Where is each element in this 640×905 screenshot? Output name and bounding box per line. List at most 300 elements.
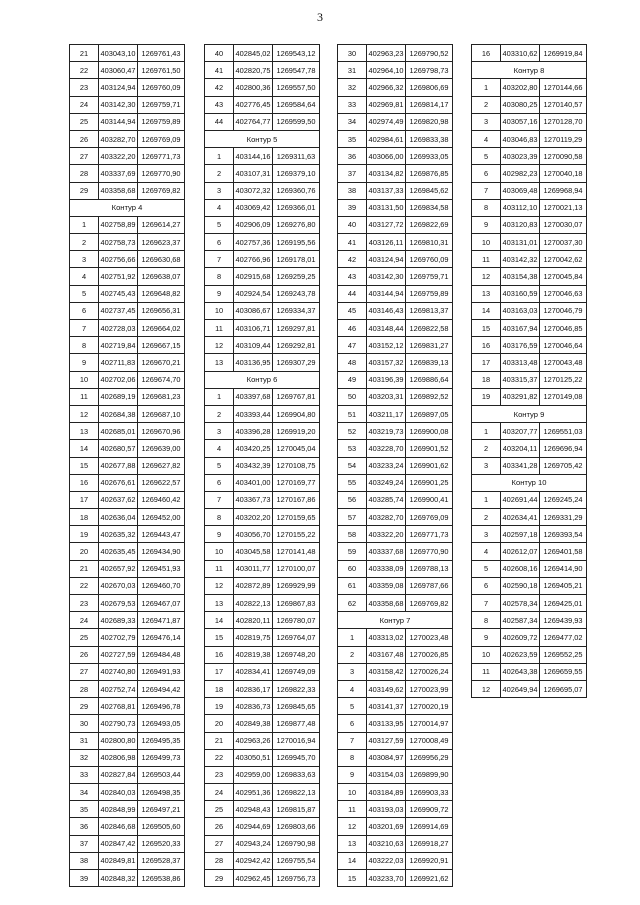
x-coordinate: 402758,73 [99, 234, 138, 251]
point-number: 34 [338, 113, 367, 130]
point-number: 28 [205, 852, 234, 869]
x-coordinate: 403313,02 [367, 629, 406, 646]
y-coordinate: 1269705,42 [540, 457, 587, 474]
x-coordinate: 403322,20 [99, 148, 138, 165]
table-row [205, 45, 320, 62]
x-coordinate: 402684,38 [99, 405, 138, 422]
y-coordinate: 1270014,97 [406, 715, 453, 732]
table-row [70, 302, 185, 319]
point-number: 2 [472, 96, 501, 113]
table-row [338, 268, 453, 285]
x-coordinate: 402836,73 [234, 698, 273, 715]
table-row [70, 491, 185, 508]
y-coordinate: 1269552,25 [540, 646, 587, 663]
point-number: 14 [205, 612, 234, 629]
coordinates-table [69, 44, 185, 887]
x-coordinate: 402623,59 [501, 646, 540, 663]
x-coordinate: 403131,01 [501, 234, 540, 251]
x-coordinate: 402846,68 [99, 818, 138, 835]
point-number: 1 [472, 79, 501, 96]
y-coordinate: 1269886,64 [406, 371, 453, 388]
point-number: 9 [338, 766, 367, 783]
x-coordinate: 402711,83 [99, 354, 138, 371]
y-coordinate: 1269813,37 [406, 302, 453, 319]
x-coordinate: 403322,20 [367, 526, 406, 543]
y-coordinate: 1269820,98 [406, 113, 453, 130]
point-number: 7 [472, 595, 501, 612]
table-row [338, 715, 453, 732]
y-coordinate: 1269547,78 [273, 62, 320, 79]
y-coordinate: 1269425,01 [540, 595, 587, 612]
y-coordinate: 1269901,25 [406, 474, 453, 491]
point-number: 43 [205, 96, 234, 113]
point-number: 4 [472, 130, 501, 147]
point-number: 8 [472, 199, 501, 216]
point-number: 8 [338, 749, 367, 766]
y-coordinate: 1269494,42 [138, 680, 185, 697]
y-coordinate: 1269538,86 [138, 870, 185, 887]
point-number: 51 [338, 405, 367, 422]
point-number: 44 [205, 113, 234, 130]
y-coordinate: 1269401,58 [540, 543, 587, 560]
point-number: 26 [70, 130, 99, 147]
x-coordinate: 403057,16 [501, 113, 540, 130]
table-row [338, 595, 453, 612]
point-number: 20 [70, 543, 99, 560]
x-coordinate: 402836,17 [234, 680, 273, 697]
x-coordinate: 403167,48 [367, 646, 406, 663]
x-coordinate: 403163,03 [501, 302, 540, 319]
table-row [70, 440, 185, 457]
table-row [472, 251, 587, 268]
point-number: 36 [70, 818, 99, 835]
x-coordinate: 403066,00 [367, 148, 406, 165]
y-coordinate: 1269648,82 [138, 285, 185, 302]
x-coordinate: 403176,59 [501, 337, 540, 354]
x-coordinate: 403142,30 [367, 268, 406, 285]
point-number: 9 [472, 216, 501, 233]
point-number: 2 [472, 440, 501, 457]
x-coordinate: 403142,32 [501, 251, 540, 268]
table-row [338, 663, 453, 680]
x-coordinate: 403397,68 [234, 388, 273, 405]
table-row [70, 113, 185, 130]
point-number: 29 [70, 698, 99, 715]
table-row [205, 560, 320, 577]
y-coordinate: 1269822,13 [273, 784, 320, 801]
y-coordinate: 1269477,02 [540, 629, 587, 646]
table-row [70, 870, 185, 887]
x-coordinate: 402691,44 [501, 491, 540, 508]
table-row [338, 835, 453, 852]
y-coordinate: 1269903,33 [406, 784, 453, 801]
x-coordinate: 402758,89 [99, 216, 138, 233]
table-row [472, 45, 587, 62]
y-coordinate: 1270042,62 [540, 251, 587, 268]
point-number: 2 [205, 165, 234, 182]
table-row [472, 165, 587, 182]
y-coordinate: 1270043,48 [540, 354, 587, 371]
table-row [338, 766, 453, 783]
point-number: 26 [205, 818, 234, 835]
y-coordinate: 1269467,07 [138, 595, 185, 612]
y-coordinate: 1269814,17 [406, 96, 453, 113]
x-coordinate: 403338,09 [367, 560, 406, 577]
x-coordinate: 402745,43 [99, 285, 138, 302]
table-row [338, 509, 453, 526]
table-row [70, 62, 185, 79]
point-number: 35 [70, 801, 99, 818]
table-row [205, 835, 320, 852]
y-coordinate: 1269933,05 [406, 148, 453, 165]
table-row [472, 543, 587, 560]
point-number: 4 [205, 199, 234, 216]
table-row [338, 354, 453, 371]
x-coordinate: 403131,50 [367, 199, 406, 216]
y-coordinate: 1269899,90 [406, 766, 453, 783]
table-row [472, 199, 587, 216]
table-row [70, 457, 185, 474]
table-row [205, 509, 320, 526]
table-row [472, 371, 587, 388]
x-coordinate: 403291,82 [501, 388, 540, 405]
point-number: 19 [472, 388, 501, 405]
point-number: 42 [338, 251, 367, 268]
point-number: 29 [70, 182, 99, 199]
point-number: 25 [70, 113, 99, 130]
point-number: 3 [205, 182, 234, 199]
point-number: 23 [70, 79, 99, 96]
table-row [472, 595, 587, 612]
y-coordinate: 1269495,35 [138, 732, 185, 749]
point-number: 8 [70, 337, 99, 354]
coordinate-table-4 [471, 44, 587, 698]
x-coordinate: 403160,59 [501, 285, 540, 302]
point-number: 11 [70, 388, 99, 405]
table-row [338, 182, 453, 199]
table-row [70, 96, 185, 113]
y-coordinate: 1269622,57 [138, 474, 185, 491]
table-row [70, 543, 185, 560]
point-number: 16 [472, 45, 501, 62]
point-number: 11 [205, 560, 234, 577]
x-coordinate: 403158,42 [367, 663, 406, 680]
table-row [70, 251, 185, 268]
point-number: 5 [205, 457, 234, 474]
x-coordinate: 402790,73 [99, 715, 138, 732]
x-coordinate: 403282,70 [367, 509, 406, 526]
point-number: 7 [338, 732, 367, 749]
x-coordinate: 402848,99 [99, 801, 138, 818]
y-coordinate: 1269195,56 [273, 234, 320, 251]
point-number: 9 [205, 285, 234, 302]
point-number: 12 [338, 818, 367, 835]
table-row [70, 182, 185, 199]
table-row [205, 165, 320, 182]
x-coordinate: 402848,32 [99, 870, 138, 887]
y-coordinate: 1269503,44 [138, 766, 185, 783]
y-coordinate: 1269178,01 [273, 251, 320, 268]
y-coordinate: 1269845,62 [406, 182, 453, 199]
table-row [338, 801, 453, 818]
y-coordinate: 1269443,47 [138, 526, 185, 543]
point-number: 23 [205, 766, 234, 783]
point-number: 31 [338, 62, 367, 79]
point-number: 17 [472, 354, 501, 371]
y-coordinate: 1269543,12 [273, 45, 320, 62]
y-coordinate: 1269764,07 [273, 629, 320, 646]
x-coordinate: 402959,00 [234, 766, 273, 783]
x-coordinate: 402679,53 [99, 595, 138, 612]
point-number: 16 [70, 474, 99, 491]
y-coordinate: 1269760,09 [406, 251, 453, 268]
point-number: 18 [205, 680, 234, 697]
y-coordinate: 1270144,66 [540, 79, 587, 96]
x-coordinate: 403011,77 [234, 560, 273, 577]
point-number: 7 [472, 182, 501, 199]
point-number: 17 [205, 663, 234, 680]
table-row [338, 784, 453, 801]
y-coordinate: 1269259,25 [273, 268, 320, 285]
point-number: 1 [472, 491, 501, 508]
table-row [338, 302, 453, 319]
y-coordinate: 1269839,13 [406, 354, 453, 371]
y-coordinate: 1270045,84 [540, 268, 587, 285]
coordinate-table-3 [337, 44, 453, 887]
y-coordinate: 1269471,87 [138, 612, 185, 629]
table-row [205, 784, 320, 801]
point-number: 21 [205, 732, 234, 749]
coordinates-table [471, 44, 587, 698]
y-coordinate: 1269771,73 [138, 148, 185, 165]
point-number: 10 [472, 234, 501, 251]
y-coordinate: 1269788,13 [406, 560, 453, 577]
table-row [70, 405, 185, 422]
y-coordinate: 1269334,37 [273, 302, 320, 319]
y-coordinate: 1270020,19 [406, 698, 453, 715]
point-number: 7 [70, 320, 99, 337]
y-coordinate: 1269667,15 [138, 337, 185, 354]
table-row [205, 663, 320, 680]
table-row [472, 457, 587, 474]
point-number: 25 [70, 629, 99, 646]
table-row [205, 337, 320, 354]
x-coordinate: 402819,75 [234, 629, 273, 646]
y-coordinate: 1269919,84 [540, 45, 587, 62]
y-coordinate: 1269476,14 [138, 629, 185, 646]
y-coordinate: 1269497,21 [138, 801, 185, 818]
y-coordinate: 1269920,91 [406, 852, 453, 869]
table-row [70, 337, 185, 354]
point-number: 58 [338, 526, 367, 543]
point-number: 4 [472, 543, 501, 560]
x-coordinate: 402966,32 [367, 79, 406, 96]
x-coordinate: 402757,36 [234, 234, 273, 251]
x-coordinate: 403086,67 [234, 302, 273, 319]
y-coordinate: 1270021,13 [540, 199, 587, 216]
y-coordinate: 1269639,00 [138, 440, 185, 457]
table-row [472, 337, 587, 354]
point-number: 14 [472, 302, 501, 319]
table-row [472, 130, 587, 147]
y-coordinate: 1269528,37 [138, 852, 185, 869]
y-coordinate: 1269822,69 [406, 216, 453, 233]
point-number: 13 [205, 595, 234, 612]
x-coordinate: 402840,03 [99, 784, 138, 801]
point-number: 18 [70, 509, 99, 526]
table-row [70, 835, 185, 852]
table-row [338, 216, 453, 233]
table-row [338, 96, 453, 113]
table-row [338, 337, 453, 354]
y-coordinate: 1269614,27 [138, 216, 185, 233]
y-coordinate: 1269929,99 [273, 577, 320, 594]
x-coordinate: 403069,48 [501, 182, 540, 199]
table-row [70, 474, 185, 491]
table-row [70, 234, 185, 251]
point-number: 17 [70, 491, 99, 508]
point-number: 35 [338, 130, 367, 147]
x-coordinate: 402649,94 [501, 680, 540, 697]
table-row [205, 96, 320, 113]
y-coordinate: 1270040,18 [540, 165, 587, 182]
y-coordinate: 1270167,86 [273, 491, 320, 508]
x-coordinate: 402806,98 [99, 749, 138, 766]
point-number: 12 [472, 268, 501, 285]
table-row [205, 801, 320, 818]
x-coordinate: 402702,79 [99, 629, 138, 646]
y-coordinate: 1270169,77 [273, 474, 320, 491]
point-number: 19 [205, 698, 234, 715]
table-row [70, 595, 185, 612]
table-row [70, 852, 185, 869]
point-number: 3 [472, 113, 501, 130]
y-coordinate: 1270046,64 [540, 337, 587, 354]
x-coordinate: 402834,41 [234, 663, 273, 680]
y-coordinate: 1269656,31 [138, 302, 185, 319]
point-number: 45 [338, 302, 367, 319]
table-row [338, 148, 453, 165]
point-number: 3 [338, 663, 367, 680]
point-number: 1 [472, 423, 501, 440]
point-number: 5 [205, 216, 234, 233]
point-number: 22 [205, 749, 234, 766]
x-coordinate: 402587,34 [501, 612, 540, 629]
y-coordinate: 1270037,30 [540, 234, 587, 251]
point-number: 6 [472, 165, 501, 182]
y-coordinate: 1269414,90 [540, 560, 587, 577]
y-coordinate: 1269845,65 [273, 698, 320, 715]
x-coordinate: 403358,68 [99, 182, 138, 199]
table-row [70, 285, 185, 302]
y-coordinate: 1269630,68 [138, 251, 185, 268]
x-coordinate: 402751,92 [99, 268, 138, 285]
table-row [205, 457, 320, 474]
y-coordinate: 1270016,94 [273, 732, 320, 749]
table-row [338, 405, 453, 422]
x-coordinate: 403393,44 [234, 405, 273, 422]
y-coordinate: 1269360,76 [273, 182, 320, 199]
x-coordinate: 403133,95 [367, 715, 406, 732]
x-coordinate: 403046,83 [501, 130, 540, 147]
point-number: 24 [205, 784, 234, 801]
x-coordinate: 402827,84 [99, 766, 138, 783]
x-coordinate: 403401,00 [234, 474, 273, 491]
y-coordinate: 1269292,81 [273, 337, 320, 354]
x-coordinate: 403107,31 [234, 165, 273, 182]
x-coordinate: 402728,03 [99, 320, 138, 337]
table-row [338, 130, 453, 147]
point-number: 28 [70, 680, 99, 697]
x-coordinate: 402776,45 [234, 96, 273, 113]
table-row [472, 491, 587, 508]
contour-header: Контур 5 [205, 130, 320, 147]
point-number: 60 [338, 560, 367, 577]
point-number: 12 [205, 577, 234, 594]
y-coordinate: 1269771,73 [406, 526, 453, 543]
point-number: 15 [472, 320, 501, 337]
table-row [205, 749, 320, 766]
point-number: 4 [205, 440, 234, 457]
x-coordinate: 402670,03 [99, 577, 138, 594]
y-coordinate: 1270008,49 [406, 732, 453, 749]
x-coordinate: 402609,72 [501, 629, 540, 646]
point-number: 14 [338, 852, 367, 869]
table-row [338, 543, 453, 560]
x-coordinate: 403112,10 [501, 199, 540, 216]
x-coordinate: 403120,83 [501, 216, 540, 233]
x-coordinate: 403060,47 [99, 62, 138, 79]
x-coordinate: 403144,16 [234, 148, 273, 165]
y-coordinate: 1269770,90 [138, 165, 185, 182]
table-row [205, 216, 320, 233]
point-number: 1 [205, 388, 234, 405]
table-row [338, 870, 453, 887]
point-number: 13 [70, 423, 99, 440]
contour-header: Контур 10 [472, 474, 587, 491]
y-coordinate: 1269491,93 [138, 663, 185, 680]
table-row [70, 388, 185, 405]
x-coordinate: 402612,07 [501, 543, 540, 560]
table-row [70, 354, 185, 371]
y-coordinate: 1269769,09 [138, 130, 185, 147]
point-number: 6 [205, 474, 234, 491]
y-coordinate: 1270046,63 [540, 285, 587, 302]
point-number: 33 [70, 766, 99, 783]
point-number: 12 [70, 405, 99, 422]
x-coordinate: 403222,03 [367, 852, 406, 869]
y-coordinate: 1269245,24 [540, 491, 587, 508]
x-coordinate: 402702,06 [99, 371, 138, 388]
point-number: 39 [70, 870, 99, 887]
contour-header-row [472, 405, 587, 422]
x-coordinate: 402849,81 [99, 852, 138, 869]
table-row [338, 79, 453, 96]
table-row [205, 388, 320, 405]
x-coordinate: 402800,36 [234, 79, 273, 96]
point-number: 15 [338, 870, 367, 887]
y-coordinate: 1269831,27 [406, 337, 453, 354]
x-coordinate: 403142,30 [99, 96, 138, 113]
point-number: 41 [338, 234, 367, 251]
table-row [338, 388, 453, 405]
contour-header-row [205, 371, 320, 388]
point-number: 13 [472, 285, 501, 302]
point-number: 2 [338, 646, 367, 663]
y-coordinate: 1269761,43 [138, 45, 185, 62]
table-row [472, 526, 587, 543]
y-coordinate: 1270128,70 [540, 113, 587, 130]
